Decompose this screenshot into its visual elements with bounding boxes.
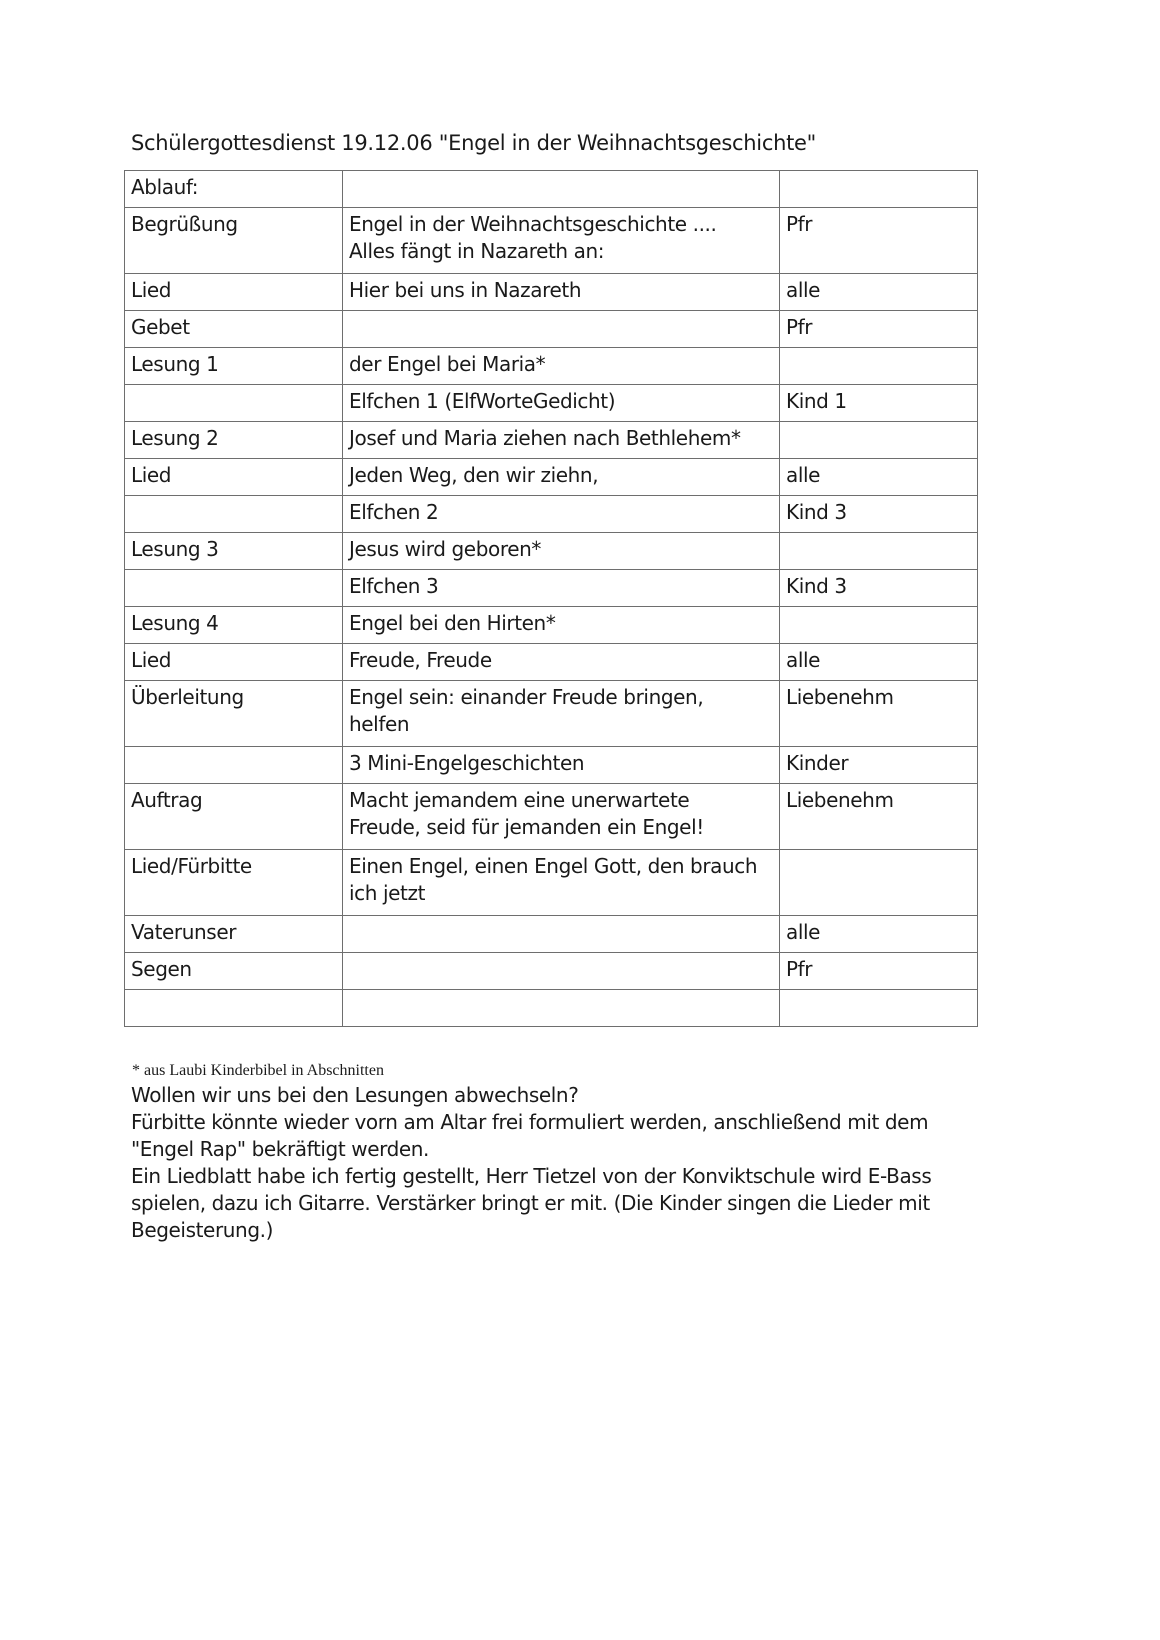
cell-part: Lied <box>125 274 343 311</box>
cell-content <box>343 916 780 953</box>
cell-responsible: Pfr <box>780 311 978 348</box>
table-row <box>125 171 978 208</box>
cell-responsible: alle <box>780 459 978 496</box>
note-paragraph: Wollen wir uns bei den Lesungen abwechseln? <box>131 1083 579 1107</box>
cell-part: Lied/Fürbitte <box>125 850 343 916</box>
cell-part: Überleitung <box>125 681 343 747</box>
cell-part <box>125 385 343 422</box>
table-row <box>125 953 978 990</box>
cell-part: Lesung 2 <box>125 422 343 459</box>
cell-responsible: Kind 1 <box>780 385 978 422</box>
cell-part: Segen <box>125 953 343 990</box>
table-row <box>125 311 978 348</box>
cell-part: Lesung 3 <box>125 533 343 570</box>
table-row <box>125 607 978 644</box>
cell-responsible: alle <box>780 916 978 953</box>
cell-responsible: Pfr <box>780 208 978 274</box>
cell-responsible: Kind 3 <box>780 570 978 607</box>
table-row <box>125 208 978 274</box>
cell-responsible: Kinder <box>780 747 978 784</box>
cell-responsible <box>780 850 978 916</box>
table-row <box>125 422 978 459</box>
cell-part <box>125 496 343 533</box>
cell-part: Lesung 4 <box>125 607 343 644</box>
cell-part <box>125 990 343 1027</box>
cell-content: Elfchen 1 (ElfWorteGedicht) <box>343 385 780 422</box>
cell-part: Gebet <box>125 311 343 348</box>
footnote: * aus Laubi Kinderbibel in Abschnitten <box>132 1062 384 1079</box>
cell-part: Auftrag <box>125 784 343 850</box>
cell-responsible <box>780 171 978 208</box>
table-row <box>125 496 978 533</box>
table-row <box>125 533 978 570</box>
table-row <box>125 990 978 1027</box>
cell-part <box>125 570 343 607</box>
cell-responsible <box>780 422 978 459</box>
cell-responsible <box>780 348 978 385</box>
document-title: Schülergottesdienst 19.12.06 "Engel in der Weihnachtsgeschichte" <box>131 131 816 155</box>
cell-content: Jeden Weg, den wir ziehn, <box>343 459 780 496</box>
cell-content: Macht jemandem eine unerwartete Freude, seid für jemanden ein Engel! <box>343 784 780 850</box>
cell-part: Lied <box>125 459 343 496</box>
table-row <box>125 274 978 311</box>
cell-content: Elfchen 2 <box>343 496 780 533</box>
cell-content: der Engel bei Maria* <box>343 348 780 385</box>
table-row <box>125 916 978 953</box>
cell-part: Lied <box>125 644 343 681</box>
service-plan-table <box>124 170 978 1027</box>
cell-content: 3 Mini-Engelgeschichten <box>343 747 780 784</box>
table-row <box>125 747 978 784</box>
table-row <box>125 570 978 607</box>
cell-responsible: alle <box>780 274 978 311</box>
cell-part: Begrüßung <box>125 208 343 274</box>
cell-part: Vaterunser <box>125 916 343 953</box>
cell-responsible: alle <box>780 644 978 681</box>
cell-content: Josef und Maria ziehen nach Bethlehem* <box>343 422 780 459</box>
cell-content <box>343 171 780 208</box>
cell-content: Engel bei den Hirten* <box>343 607 780 644</box>
cell-responsible: Liebenehm <box>780 784 978 850</box>
cell-responsible <box>780 607 978 644</box>
cell-content: Engel sein: einander Freude bringen, helfen <box>343 681 780 747</box>
cell-responsible <box>780 990 978 1027</box>
cell-content: Freude, Freude <box>343 644 780 681</box>
cell-content <box>343 990 780 1027</box>
notes <box>131 1082 991 1244</box>
table-row <box>125 850 978 916</box>
note-paragraph: Fürbitte könnte wieder vorn am Altar frei formuliert werden, anschließend mit dem "Engel Rap" bekräftigt werden. <box>131 1110 929 1161</box>
table-row <box>125 644 978 681</box>
table-row <box>125 385 978 422</box>
cell-content: Jesus wird geboren* <box>343 533 780 570</box>
note-paragraph: Ein Liedblatt habe ich fertig gestellt, Herr Tietzel von der Konviktschule wird E-Bass spielen, dazu ich Gitarre. Verstärker bringt er mit. (Die Kinder singen die Lieder mit Begeisterung.) <box>131 1164 932 1242</box>
cell-content: Einen Engel, einen Engel Gott, den brauch ich jetzt <box>343 850 780 916</box>
cell-responsible <box>780 533 978 570</box>
cell-responsible: Pfr <box>780 953 978 990</box>
cell-content: Elfchen 3 <box>343 570 780 607</box>
cell-responsible: Liebenehm <box>780 681 978 747</box>
cell-responsible: Kind 3 <box>780 496 978 533</box>
table-row <box>125 459 978 496</box>
table-row <box>125 784 978 850</box>
cell-content <box>343 953 780 990</box>
table-row <box>125 681 978 747</box>
cell-part: Lesung 1 <box>125 348 343 385</box>
cell-part: Ablauf: <box>125 171 343 208</box>
cell-content: Hier bei uns in Nazareth <box>343 274 780 311</box>
cell-content <box>343 311 780 348</box>
table-row <box>125 348 978 385</box>
cell-part <box>125 747 343 784</box>
cell-content: Engel in der Weihnachtsgeschichte .... Alles fängt in Nazareth an: <box>343 208 780 274</box>
